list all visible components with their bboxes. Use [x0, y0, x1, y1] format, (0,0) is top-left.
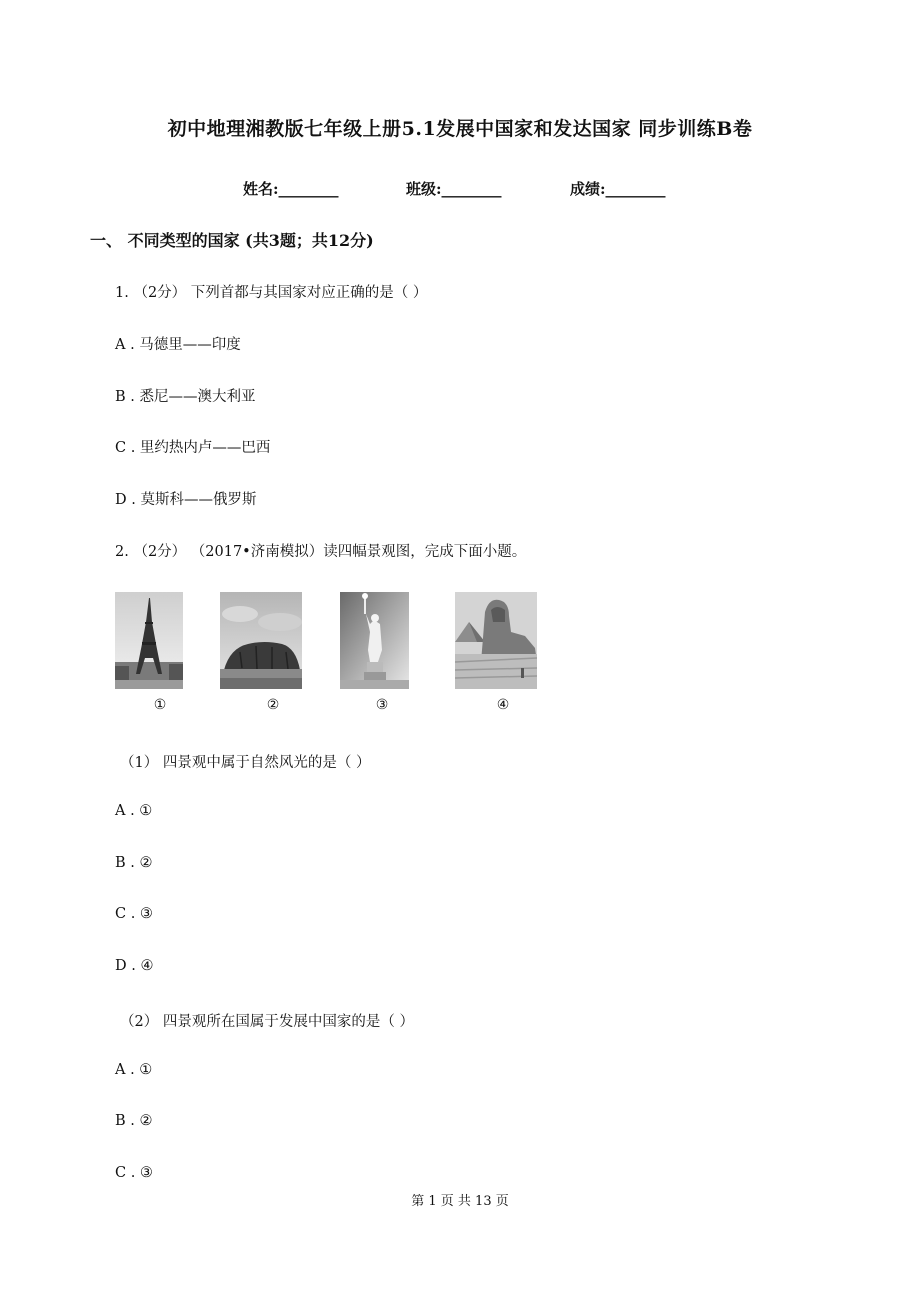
caption-4: ④	[496, 697, 510, 713]
score-field: 成绩:________	[570, 180, 666, 198]
question-1-option-a: A . 马德里——印度	[115, 337, 241, 353]
document-title: 初中地理湘教版七年级上册5.1发展中国家和发达国家 同步训练B卷	[167, 118, 753, 140]
sphinx-pyramid-photo	[455, 592, 537, 689]
question-2-sub2-stem: （2） 四景观所在国属于发展中国家的是（ ）	[120, 1014, 414, 1030]
question-2-stem: 2. （2分） （2017•济南模拟）读四幅景观图，完成下面小题。	[115, 544, 527, 560]
caption-1: ①	[153, 697, 167, 713]
caption-2: ②	[266, 697, 280, 713]
landscape-figure	[115, 592, 545, 717]
eiffel-tower-photo	[115, 592, 183, 689]
sub2-option-a: A . ①	[115, 1062, 153, 1078]
uluru-rock-photo	[220, 592, 302, 689]
sub2-option-b: B . ②	[115, 1113, 153, 1129]
class-field: 班级:________	[406, 180, 502, 198]
name-field: 姓名:________	[243, 180, 339, 198]
sub2-option-c: C . ③	[115, 1165, 153, 1181]
caption-3: ③	[375, 697, 389, 713]
question-1-option-c: C . 里约热内卢——巴西	[115, 440, 271, 456]
sub1-option-a: A . ①	[115, 803, 153, 819]
question-1-stem: 1. （2分） 下列首都与其国家对应正确的是（ ）	[115, 285, 428, 301]
sub1-option-b: B . ②	[115, 855, 153, 871]
sub1-option-d: D . ④	[115, 958, 154, 974]
statue-of-liberty-photo	[340, 592, 409, 689]
sub1-option-c: C . ③	[115, 906, 153, 922]
question-1-option-b: B . 悉尼——澳大利亚	[115, 389, 256, 405]
question-2-sub1-stem: （1） 四景观中属于自然风光的是（ ）	[120, 755, 371, 771]
question-1-option-d: D . 莫斯科——俄罗斯	[115, 492, 257, 508]
page-footer: 第 1 页 共 13 页	[411, 1194, 509, 1209]
section-heading: 一、 不同类型的国家 (共3题；共12分)	[90, 231, 374, 250]
